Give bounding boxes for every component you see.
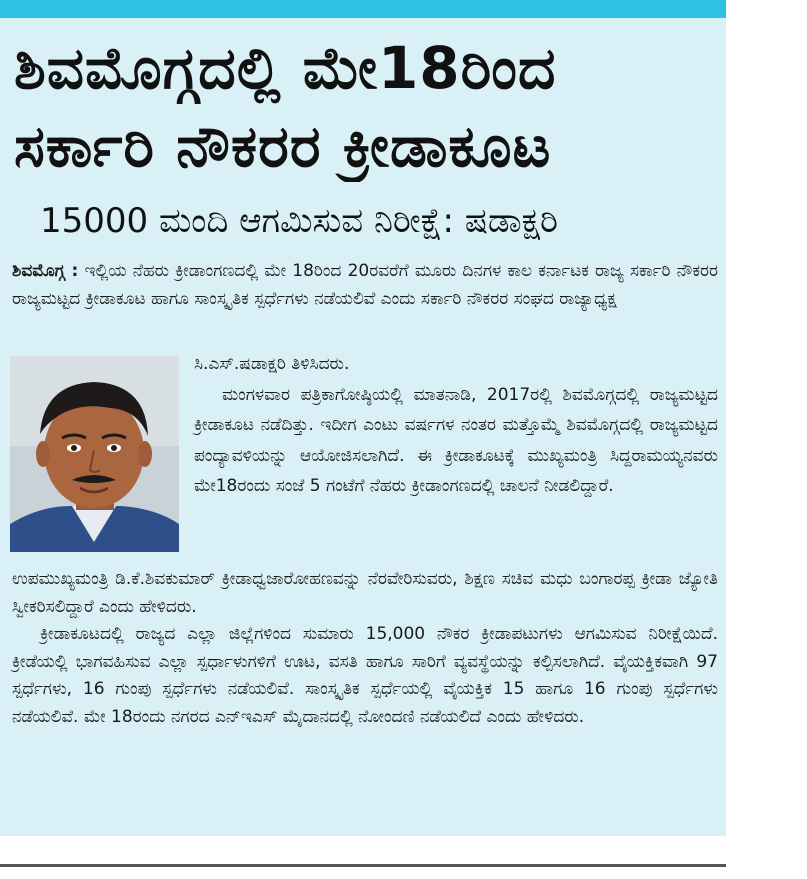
subheadline: 15000 ಮಂದಿ ಆಗಮಿಸುವ ನಿರೀಕ್ಷೆ: ಷಡಾಕ್ಷರಿ bbox=[40, 201, 558, 241]
paragraph-press-meet: ಮಂಗಳವಾರ ಪತ್ರಿಕಾಗೋಷ್ಠಿಯಲ್ಲಿ ಮಾತನಾಡಿ, 2017ರಲ್ಲಿ ಶಿವಮೊಗ್ಗದಲ್ಲಿ ರಾಜ್ಯಮಟ್ಟದ ಕ್ರೀಡಾಕೂಟ ನಡೆದಿತ್ತು. ಇದೀಗ ಎಂಟು ವರ್ಷಗಳ ನಂತರ ಮತ್ತೊಮ್ಮೆ ಶಿವಮೊಗ್ಗದಲ್ಲಿ ರಾಜ್ಯಮಟ್ಟದ ಪಂದ್ಯಾವಳಿಯನ್ನು ಆಯೋಜಿಸಲಾಗಿದೆ. ಈ ಕ್ರೀಡಾಕೂಟಕ್ಕೆ ಮುಖ್ಯಮಂತ್ರಿ ಸಿದ್ದರಾಮಯ್ಯನವರು ಮೇ18ರಂದು ಸಂಜೆ 5 ಗಂಟೆಗೆ ನೆಹರು ಕ್ರೀಡಾಂಗಣದಲ್ಲಿ ಚಾಲನೆ ನೀಡಲಿದ್ದಾರೆ. bbox=[194, 384, 718, 497]
paragraph-intro bbox=[12, 258, 718, 313]
paragraph-participants: ಕ್ರೀಡಾಕೂಟದಲ್ಲಿ ರಾಜ್ಯದ ಎಲ್ಲಾ ಜಿಲ್ಲೆಗಳಿಂದ ಸುಮಾರು 15,000 ನೌಕರ ಕ್ರೀಡಾಪಟುಗಳು ಆಗಮಿಸುವ ನಿರೀಕ್ಷೆಯಿದೆ. ಕ್ರೀಡೆಯಲ್ಲಿ ಭಾಗವಹಿಸುವ ಎಲ್ಲಾ ಸ್ಪರ್ಧಾಳುಗಳಿಗೆ ಊಟ, ವಸತಿ ಹಾಗೂ ಸಾರಿಗೆ ವ್ಯವಸ್ಥೆಯನ್ನು ಕಲ್ಪಿಸಲಾಗಿದೆ. ವೈಯಕ್ತಿಕವಾಗಿ 97 ಸ್ಪರ್ಧೆಗಳು, 16 ಗುಂಪು ಸ್ಪರ್ಧೆಗಳು ನಡೆಯಲಿವೆ. ಸಾಂಸ್ಕೃತಿಕ ಸ್ಪರ್ಧೆಯಲ್ಲಿ ವೈಯಕ್ತಿಕ 15 ಹಾಗೂ 16 ಗುಂಪು ಸ್ಪರ್ಧೆಗಳು ನಡೆಯಲಿವೆ. ಮೇ 18ರಂದು ನಗರದ ಎನ್‌ಇಎಸ್ ಮೈದಾನದಲ್ಲಿ ನೋಂದಣಿ ನಡೆಯಲಿದೆ ಎಂದು ಹೇಳಿದರು. bbox=[12, 624, 718, 727]
paragraph-intro-end: ಸಿ.ಎಸ್.ಷಡಾಕ್ಷರಿ ತಿಳಿಸಿದರು. bbox=[194, 354, 350, 374]
person-photo-icon bbox=[10, 356, 179, 552]
paragraph-lower-block bbox=[12, 566, 718, 732]
bottom-divider bbox=[0, 864, 726, 867]
dateline: ಶಿವಮೊಗ್ಗ : bbox=[12, 261, 79, 281]
portrait-photo bbox=[10, 356, 179, 552]
paragraph-column-right bbox=[194, 349, 718, 502]
top-color-bar bbox=[0, 0, 726, 18]
headline-line-1: ಶಿವಮೊಗ್ಗದಲ್ಲಿ ಮೇ18ರಿಂದ bbox=[14, 34, 557, 102]
paragraph-dignitaries: ಉಪಮುಖ್ಯಮಂತ್ರಿ ಡಿ.ಕೆ.ಶಿವಕುಮಾರ್ ಕ್ರೀಡಾಧ್ವಜಾರೋಹಣವನ್ನು ನೆರವೇರಿಸುವರು, ಶಿಕ್ಷಣ ಸಚಿವ ಮಧು ಬಂಗಾರಪ್ಪ ಕ್ರೀಡಾ ಜ್ಯೋತಿ ಸ್ವೀಕರಿಸಲಿದ್ದಾರೆ ಎಂದು ಹೇಳಿದರು. bbox=[12, 569, 718, 617]
paragraph-intro-text: ಇಲ್ಲಿಯ ನೆಹರು ಕ್ರೀಡಾಂಗಣದಲ್ಲಿ ಮೇ 18ರಿಂದ 20ರವರೆಗೆ ಮೂರು ದಿನಗಳ ಕಾಲ ಕರ್ನಾಟಕ ರಾಜ್ಯ ಸರ್ಕಾರಿ ನೌಕರರ ರಾಜ್ಯಮಟ್ಟದ ಕ್ರೀಡಾಕೂಟ ಹಾಗೂ ಸಾಂಸ್ಕೃತಿಕ ಸ್ಪರ್ಧೆಗಳು ನಡೆಯಲಿವೆ ಎಂದು ಸರ್ಕಾರಿ ನೌಕರರ ಸಂಘದ ರಾಜ್ಯಾಧ್ಯಕ್ಷ bbox=[12, 261, 719, 309]
headline-line-2: ಸರ್ಕಾರಿ ನೌಕರರ ಕ್ರೀಡಾಕೂಟ bbox=[14, 112, 552, 180]
